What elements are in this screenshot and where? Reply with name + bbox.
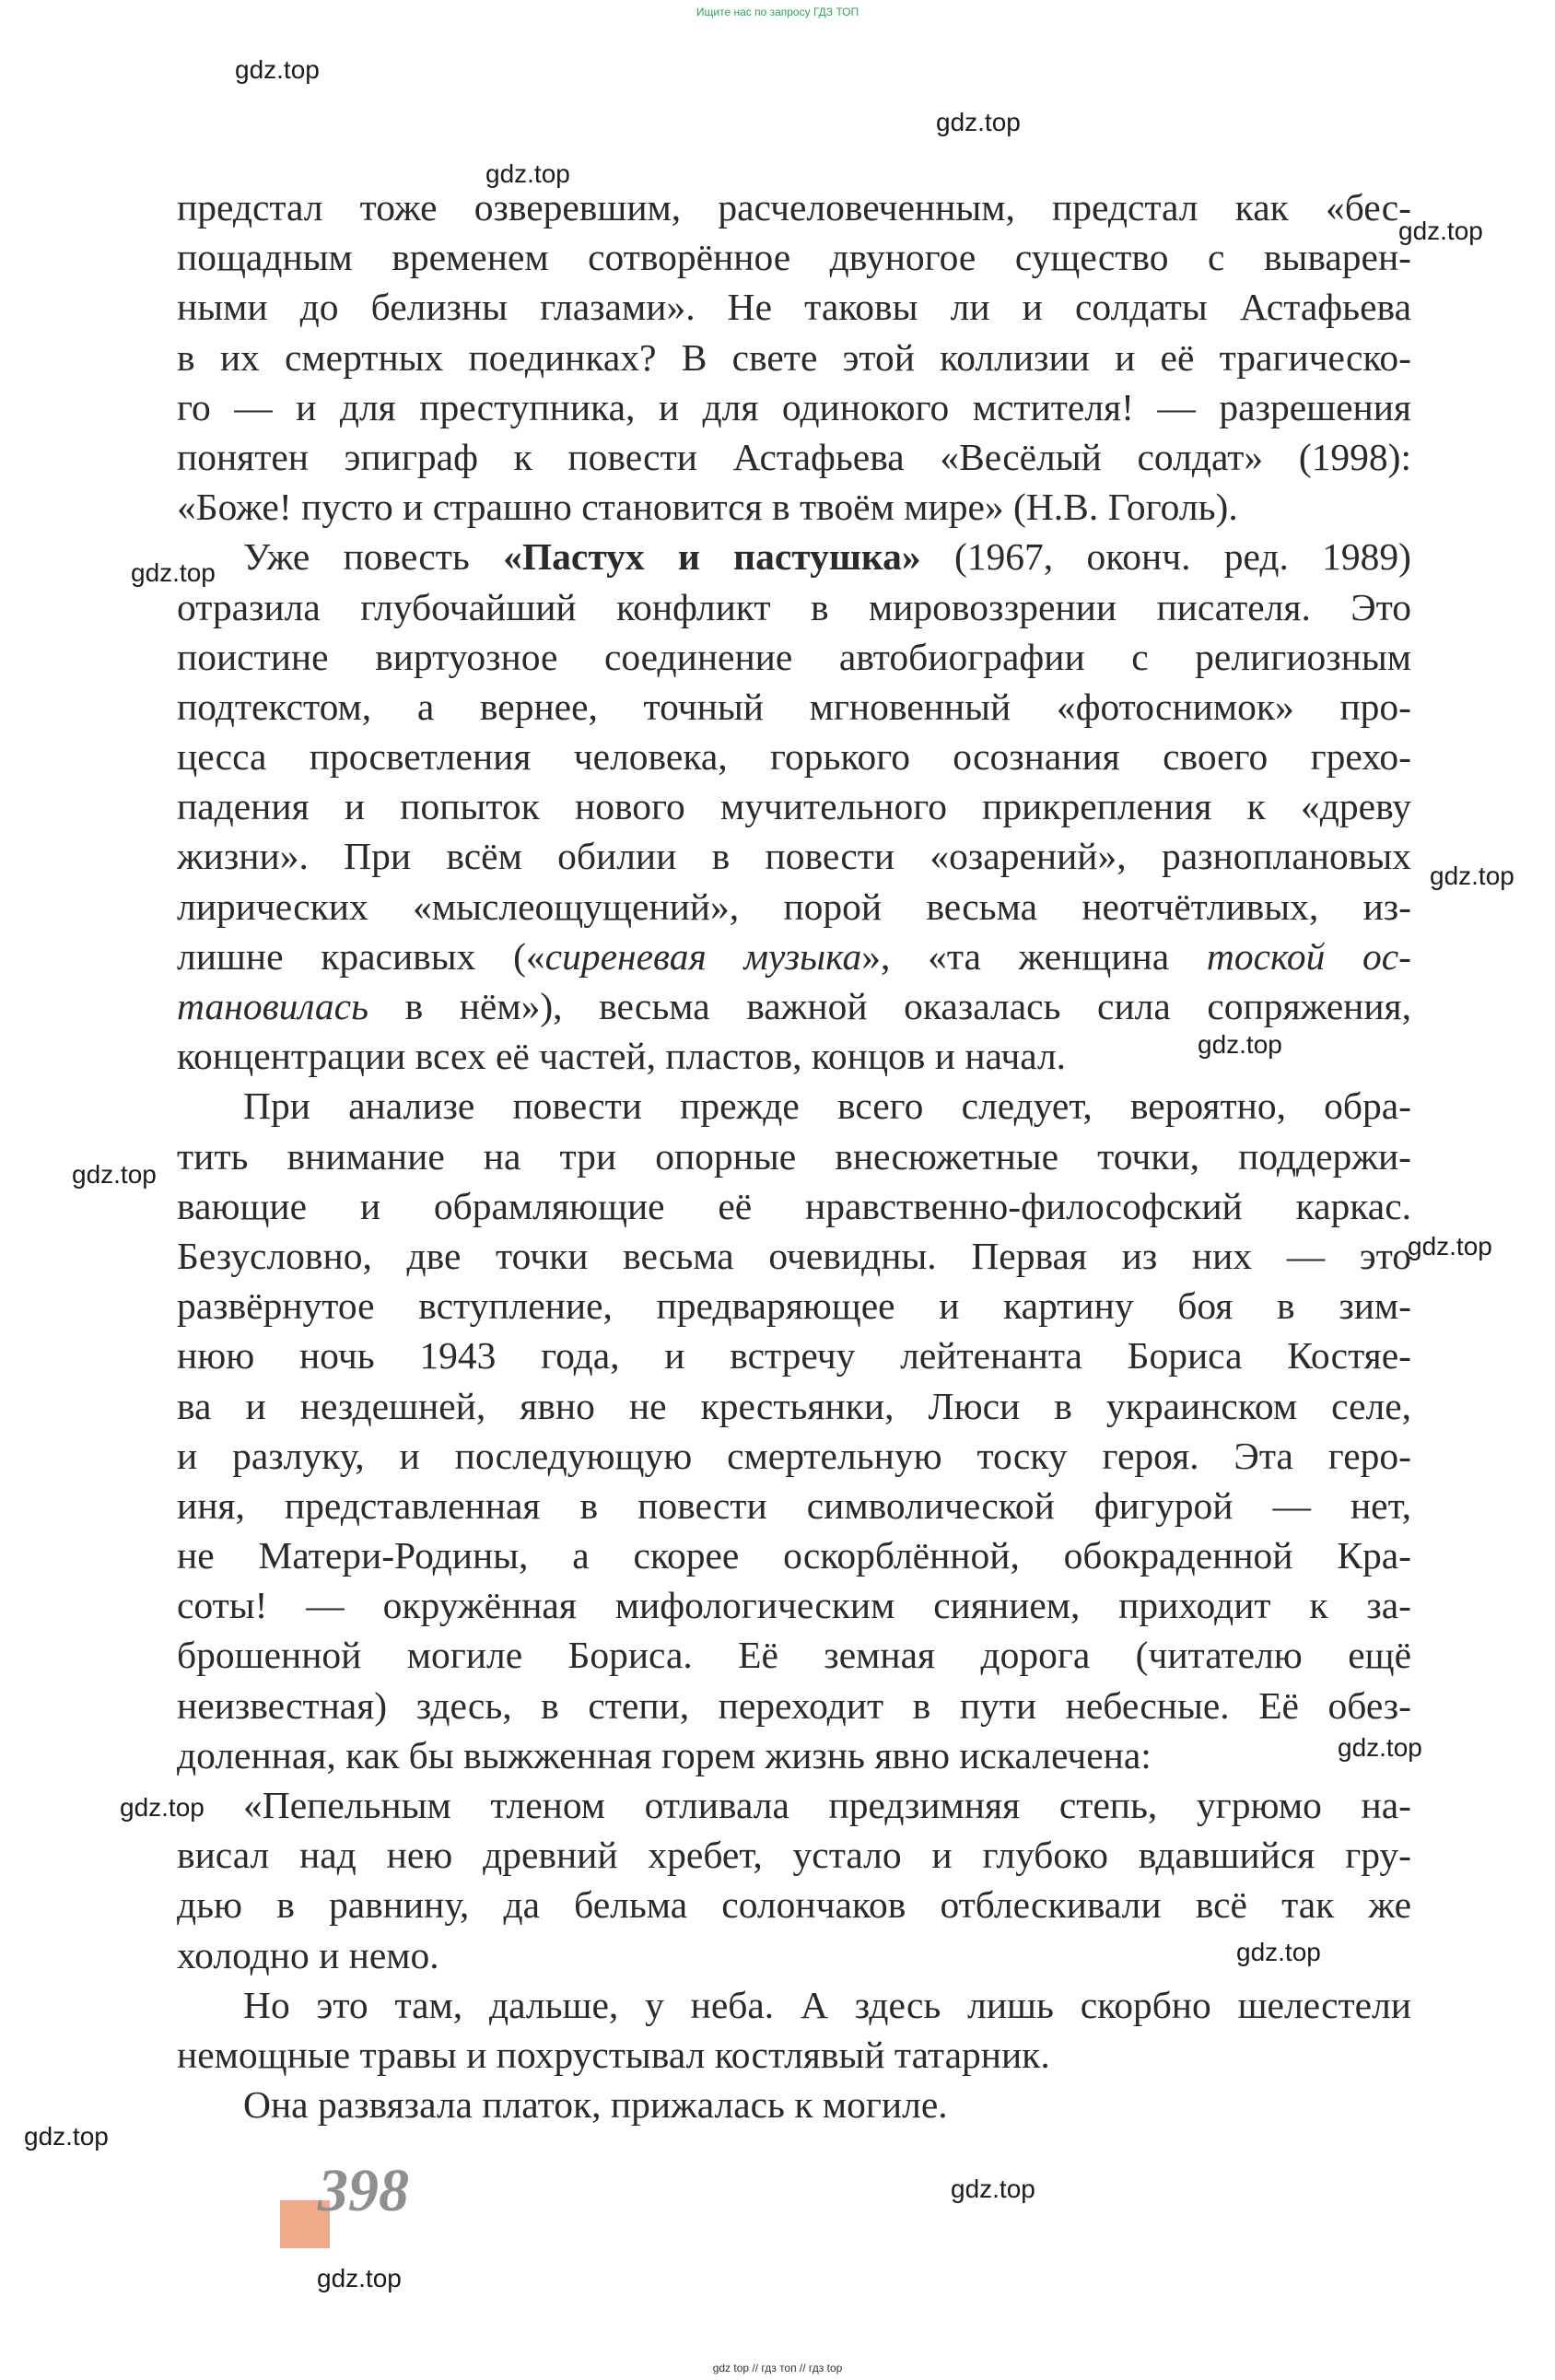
- text-segment: в нём»), весьма важной оказалась сила сопряжения,: [368, 985, 1411, 1027]
- text-segment: брошенной могиле Бориса. Её земная дорога (читателю ещё: [177, 1634, 1411, 1677]
- text-segment: цесса просветления человека, горького осознания своего грехо-: [177, 735, 1411, 779]
- text-line: [177, 1481, 1411, 1530]
- text-line: [177, 1780, 1411, 1830]
- text-line: [177, 981, 1411, 1031]
- page-number: 398: [318, 2157, 409, 2224]
- text-line: [177, 1081, 1411, 1131]
- text-segment: в их смертных поединках? В свете этой коллизии и её трагическо-: [177, 335, 1411, 379]
- text-segment: ными до белизны глазами». Не таковы ли и солдаты Астафьева: [177, 286, 1411, 329]
- text-line: [177, 1880, 1411, 1929]
- watermark: gdz.top: [72, 1160, 157, 1189]
- text-line: [177, 1630, 1411, 1680]
- text-line: [177, 831, 1411, 881]
- text-segment: развёрнутое вступление, предваряющее и картину боя в зим-: [177, 1284, 1411, 1328]
- text-line: [177, 932, 1411, 981]
- text-segment: жизни». При всём обилии в повести «озарений», разноплановых: [177, 835, 1411, 878]
- text-line: [177, 1281, 1411, 1331]
- text-segment: предстал тоже озверевшим, расчеловеченным, предстал как «бес-: [177, 186, 1411, 229]
- text-segment: понятен эпиграф к повести Астафьева «Весёлый солдат» (1998):: [177, 435, 1411, 478]
- text-segment: сиреневая музыка: [544, 934, 862, 978]
- text-line: [177, 382, 1411, 432]
- watermark: gdz.top: [1398, 217, 1483, 245]
- text-segment: неизвестная) здесь, в степи, переходит в пути небесные. Её обез-: [177, 1683, 1411, 1727]
- text-segment: и разлуку, и последующую смертельную тоску героя. Эта геро-: [177, 1434, 1411, 1477]
- watermark: gdz.top: [317, 2264, 402, 2292]
- text-segment: пощадным временем сотворённое двуногое существо с выварен-: [177, 236, 1411, 279]
- watermark: gdz.top: [1198, 1030, 1282, 1059]
- text-segment: подтекстом, а вернее, точный мгновенный «фотоснимок» про-: [177, 685, 1411, 728]
- text-line: [177, 1181, 1411, 1231]
- text-segment: концентрации всех её частей, пластов, концов и начал.: [177, 1035, 1067, 1078]
- watermark: gdz.top: [485, 159, 570, 188]
- text-line: [177, 432, 1411, 482]
- article-text: [177, 182, 1411, 2129]
- text-segment: вающие и обрамляющие её нравственно-философский каркас.: [177, 1184, 1411, 1227]
- watermark: gdz.top: [951, 2175, 1035, 2203]
- text-segment: висал над нею древний хребет, устало и глубоко вдавшийся гру-: [177, 1834, 1411, 1877]
- text-line: [177, 1681, 1411, 1730]
- text-line: [177, 1381, 1411, 1431]
- text-line: [177, 1031, 1411, 1081]
- text-line: [177, 1231, 1411, 1281]
- text-segment: дью в равнину, да бельма солончаков отблескивали всё так же: [177, 1883, 1411, 1927]
- text-segment: не Матери-Родины, а скорее оскорблённой, обокраденной Кра-: [177, 1534, 1411, 1577]
- text-segment: », «та женщина: [861, 934, 1207, 978]
- watermark: gdz.top: [936, 108, 1021, 136]
- watermark: gdz.top: [131, 558, 216, 587]
- text-segment: (1967, оконч. ред. 1989): [920, 535, 1412, 579]
- text-segment: отразила глубочайший конфликт в мировоззрении писателя. Это: [177, 585, 1411, 628]
- text-segment: лишне красивых («: [177, 934, 545, 978]
- text-segment: поистине виртуозное соединение автобиографии с религиозным: [177, 635, 1411, 678]
- text-segment: немощные травы и похрустывал костлявый татарник.: [177, 2033, 1050, 2076]
- text-segment: тить внимание на три опорные внесюжетные точки, поддержи-: [177, 1134, 1411, 1178]
- watermark: gdz.top: [235, 55, 320, 84]
- text-segment: го — и для преступника, и для одинокого мстителя! — разрешения: [177, 385, 1411, 428]
- text-segment: падения и попыток нового мучительного прикрепления к «древу: [177, 785, 1411, 828]
- text-line: [177, 1980, 1411, 2030]
- text-segment: «Боже! пусто и страшно становится в твоём мире» (Н.В. Гоголь).: [177, 486, 1238, 529]
- text-segment: нюю ночь 1943 года, и встречу лейтенанта Бориса Костяе-: [177, 1334, 1411, 1378]
- text-line: [177, 232, 1411, 282]
- text-line: [177, 1730, 1411, 1780]
- watermark: gdz.top: [24, 2122, 109, 2151]
- text-segment: иня, представленная в повести символической фигурой — нет,: [177, 1483, 1411, 1527]
- text-line: [177, 282, 1411, 332]
- text-segment: лирических «мыслеощущений», порой весьма неотчётливых, из-: [177, 885, 1411, 928]
- watermark: gdz.top: [1408, 1232, 1492, 1260]
- text-segment: холодно и немо.: [177, 1933, 439, 1976]
- text-line: [177, 1131, 1411, 1181]
- text-segment: Она развязала платок, прижалась к могиле.: [243, 2083, 948, 2127]
- text-line: [177, 1431, 1411, 1481]
- text-segment: «Пастух и пастушка»: [503, 535, 921, 579]
- text-line: [177, 882, 1411, 932]
- text-line: [177, 333, 1411, 382]
- text-line: [177, 632, 1411, 682]
- text-line: [177, 1530, 1411, 1580]
- watermark: gdz.top: [1338, 1733, 1422, 1762]
- watermark: gdz.top: [120, 1793, 205, 1822]
- text-line: [177, 482, 1411, 532]
- text-line: [177, 532, 1411, 581]
- text-segment: тановилась: [177, 985, 368, 1027]
- text-line: [177, 2030, 1411, 2080]
- watermark: gdz.top: [1430, 862, 1514, 890]
- text-line: [177, 1331, 1411, 1380]
- text-segment: тоской ос-: [1206, 934, 1411, 978]
- text-line: [177, 1830, 1411, 1880]
- search-hint: Ищите нас по запросу ГДЗ ТОП: [696, 6, 859, 18]
- text-segment: Уже повесть: [243, 535, 504, 579]
- text-segment: ва и нездешней, явно не крестьянки, Люси в украинском селе,: [177, 1384, 1411, 1427]
- text-segment: доленная, как бы выжженная горем жизнь явно искалечена:: [177, 1733, 1152, 1776]
- text-line: [177, 1930, 1411, 1980]
- text-line: [177, 732, 1411, 781]
- watermark: gdz.top: [1236, 1938, 1321, 1966]
- text-line: [177, 682, 1411, 732]
- footer-note: gdz top // гдз топ // гдз top: [712, 2362, 843, 2374]
- text-line: [177, 582, 1411, 632]
- text-segment: «Пепельным тленом отливала предзимняя степь, угрюмо на-: [243, 1784, 1411, 1826]
- text-segment: Но это там, дальше, у неба. А здесь лишь скорбно шелестели: [243, 1983, 1411, 2026]
- text-line: [177, 781, 1411, 831]
- text-line: [177, 182, 1411, 232]
- text-line: [177, 2080, 1411, 2129]
- text-segment: соты! — окружённая мифологическим сиянием, приходит к за-: [177, 1584, 1411, 1627]
- text-segment: Безусловно, две точки весьма очевидны. Первая из них — это: [177, 1234, 1411, 1277]
- text-segment: При анализе повести прежде всего следует, вероятно, обра-: [243, 1084, 1411, 1128]
- text-line: [177, 1580, 1411, 1630]
